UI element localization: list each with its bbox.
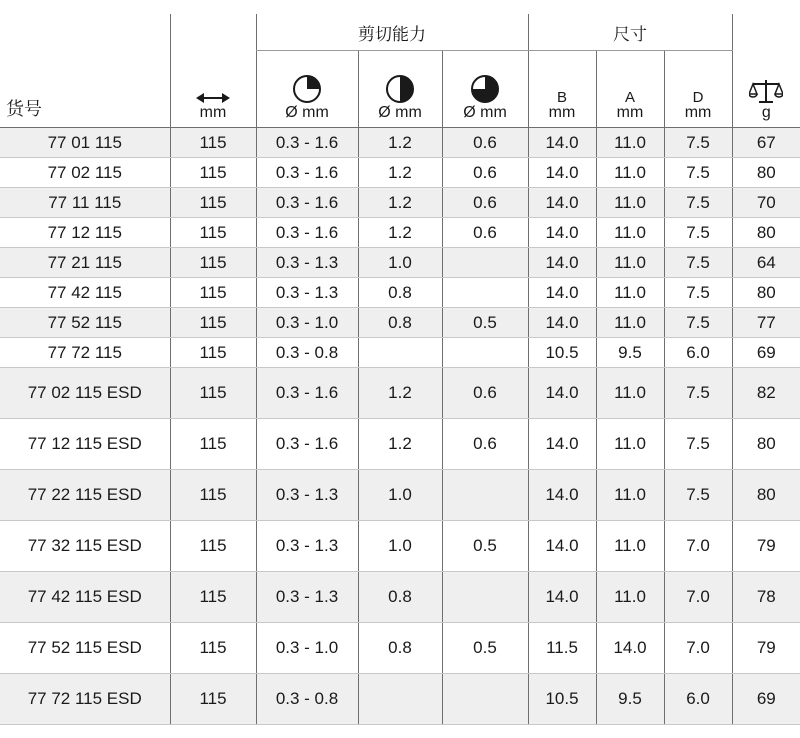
weight-cell: 64 [732,248,800,278]
length-cell: 115 [170,248,256,278]
part-number-cell: 77 72 115 ESD [0,674,170,725]
soft-wire-header [256,51,358,128]
weight-cell: 80 [732,470,800,521]
dim-a-cell: 11.0 [596,278,664,308]
dim-d-cell: 7.5 [664,248,732,278]
length-cell: 115 [170,278,256,308]
part-number-header: 货号 [6,99,42,119]
part-number-cell: 77 42 115 [0,278,170,308]
length-cell: 115 [170,470,256,521]
header-row-columns [0,51,800,128]
part-number-cell: 77 42 115 ESD [0,572,170,623]
length-cell: 115 [170,674,256,725]
dim-d-cell: 7.5 [664,368,732,419]
hard-wire-cell: 0.6 [442,419,528,470]
weight-cell: 67 [732,128,800,158]
soft-wire-cell: 0.3 - 1.0 [256,623,358,674]
dim-d-unit: mm [684,104,712,121]
medium-wire-cell: 1.2 [358,218,442,248]
soft-wire-cell: 0.3 - 1.6 [256,419,358,470]
hard-wire-cell: 0.5 [442,521,528,572]
table-row [0,623,800,674]
hard-wire-cell: 0.6 [442,368,528,419]
weight-header [732,51,800,128]
weight-cell: 77 [732,308,800,338]
length-cell: 115 [170,419,256,470]
cutting-capacity-header: 剪切能力 [256,14,528,51]
dim-a-letter: A [624,89,635,106]
weight-cell: 79 [732,521,800,572]
soft-wire-cell: 0.3 - 1.0 [256,308,358,338]
medium-wire-unit: Ø mm [378,104,422,121]
medium-wire-cell: 1.2 [358,158,442,188]
dim-d-cell: 7.0 [664,623,732,674]
length-cell: 115 [170,128,256,158]
part-number-cell: 77 52 115 ESD [0,623,170,674]
table-body [0,128,800,725]
dim-b-header [528,51,596,128]
medium-wire-cell: 1.0 [358,470,442,521]
weight-cell: 78 [732,572,800,623]
soft-wire-cell: 0.3 - 1.6 [256,158,358,188]
dim-a-cell: 11.0 [596,308,664,338]
dim-b-cell: 14.0 [528,419,596,470]
length-cell: 115 [170,188,256,218]
length-cell: 115 [170,218,256,248]
dim-d-cell: 7.5 [664,128,732,158]
three-quarter-circle-icon [470,74,500,104]
soft-wire-cell: 0.3 - 1.6 [256,128,358,158]
dim-a-cell: 11.0 [596,368,664,419]
hard-wire-cell [442,338,528,368]
hard-wire-cell: 0.6 [442,188,528,218]
dim-b-cell: 10.5 [528,338,596,368]
dim-d-cell: 7.5 [664,218,732,248]
medium-wire-cell [358,674,442,725]
dim-a-cell: 14.0 [596,623,664,674]
dim-a-cell: 11.0 [596,158,664,188]
hard-wire-cell [442,248,528,278]
soft-wire-unit: Ø mm [285,104,329,121]
soft-wire-cell: 0.3 - 1.3 [256,278,358,308]
hard-wire-cell: 0.6 [442,218,528,248]
hard-wire-cell: 0.6 [442,158,528,188]
part-number-cell: 77 11 115 [0,188,170,218]
dim-d-cell: 7.5 [664,470,732,521]
dim-a-unit: mm [616,104,644,121]
dim-a-cell: 11.0 [596,128,664,158]
dim-b-cell: 14.0 [528,278,596,308]
length-cell: 115 [170,338,256,368]
spec-table [0,14,800,725]
quarter-circle-icon [292,74,322,104]
dim-a-header [596,51,664,128]
dim-b-cell: 14.0 [528,218,596,248]
dimensions-header: 尺寸 [528,14,732,51]
dim-d-letter: D [692,89,704,106]
hard-wire-cell: 0.5 [442,623,528,674]
weight-cell: 82 [732,368,800,419]
medium-wire-cell: 1.2 [358,368,442,419]
part-number-cell: 77 52 115 [0,308,170,338]
table-row [0,248,800,278]
table-row [0,572,800,623]
soft-wire-cell: 0.3 - 1.3 [256,572,358,623]
medium-wire-cell: 1.2 [358,128,442,158]
dim-b-cell: 14.0 [528,308,596,338]
length-cell: 115 [170,521,256,572]
hard-wire-cell [442,674,528,725]
soft-wire-cell: 0.3 - 1.3 [256,248,358,278]
dim-a-cell: 11.0 [596,572,664,623]
weight-cell: 80 [732,419,800,470]
dim-d-cell: 6.0 [664,338,732,368]
dim-b-cell: 14.0 [528,521,596,572]
hard-wire-cell [442,278,528,308]
table-row [0,521,800,572]
soft-wire-cell: 0.3 - 1.3 [256,470,358,521]
dim-b-cell: 14.0 [528,188,596,218]
weight-cell: 80 [732,158,800,188]
weight-cell: 79 [732,623,800,674]
weight-cell: 70 [732,188,800,218]
length-cell: 115 [170,368,256,419]
part-number-cell: 77 12 115 [0,218,170,248]
length-cell: 115 [170,308,256,338]
part-number-cell: 77 02 115 ESD [0,368,170,419]
length-cell: 115 [170,623,256,674]
medium-wire-cell: 0.8 [358,278,442,308]
dim-b-cell: 14.0 [528,368,596,419]
dim-a-cell: 9.5 [596,674,664,725]
dim-d-cell: 7.5 [664,158,732,188]
dim-b-cell: 10.5 [528,674,596,725]
double-arrow-icon [196,92,230,104]
header-row-groups [0,14,800,51]
part-number-cell: 77 01 115 [0,128,170,158]
soft-wire-cell: 0.3 - 1.6 [256,188,358,218]
table-row [0,188,800,218]
part-number-cell: 77 02 115 [0,158,170,188]
table-row [0,368,800,419]
dim-b-cell: 14.0 [528,128,596,158]
part-number-cell: 77 22 115 ESD [0,470,170,521]
table-row [0,470,800,521]
part-number-cell: 77 72 115 [0,338,170,368]
dim-d-cell: 7.0 [664,521,732,572]
soft-wire-cell: 0.3 - 1.6 [256,368,358,419]
medium-wire-cell: 1.2 [358,419,442,470]
header-spacer [0,14,170,51]
table-row [0,278,800,308]
hard-wire-cell [442,470,528,521]
dim-a-cell: 11.0 [596,470,664,521]
scale-icon [749,78,783,104]
hard-wire-cell: 0.6 [442,128,528,158]
dim-b-letter: B [556,89,567,106]
dim-b-cell: 14.0 [528,158,596,188]
table-row [0,128,800,158]
hard-wire-unit: Ø mm [463,104,507,121]
table-row [0,338,800,368]
medium-wire-cell: 1.2 [358,188,442,218]
dim-b-cell: 14.0 [528,248,596,278]
dim-d-cell: 7.5 [664,308,732,338]
dim-b-cell: 11.5 [528,623,596,674]
medium-wire-cell: 0.8 [358,572,442,623]
dim-a-cell: 11.0 [596,419,664,470]
medium-wire-header [358,51,442,128]
table-row [0,218,800,248]
medium-wire-cell: 1.0 [358,248,442,278]
header-spacer [732,14,800,51]
part-number-cell: 77 32 115 ESD [0,521,170,572]
table-row [0,158,800,188]
weight-cell: 69 [732,674,800,725]
dim-d-cell: 7.5 [664,278,732,308]
dim-d-header [664,51,732,128]
medium-wire-cell [358,338,442,368]
hard-wire-header [442,51,528,128]
dim-b-cell: 14.0 [528,572,596,623]
dim-b-cell: 14.0 [528,470,596,521]
half-circle-icon [385,74,415,104]
hard-wire-cell [442,572,528,623]
length-unit: mm [199,104,227,121]
weight-cell: 69 [732,338,800,368]
dim-d-cell: 7.5 [664,419,732,470]
dim-a-cell: 11.0 [596,521,664,572]
dim-b-unit: mm [548,104,576,121]
hard-wire-cell: 0.5 [442,308,528,338]
dim-a-cell: 11.0 [596,218,664,248]
dim-a-cell: 9.5 [596,338,664,368]
weight-unit: g [761,104,771,121]
soft-wire-cell: 0.3 - 1.6 [256,218,358,248]
dim-a-cell: 11.0 [596,188,664,218]
medium-wire-cell: 0.8 [358,308,442,338]
part-number-cell: 77 21 115 [0,248,170,278]
table-row [0,419,800,470]
soft-wire-cell: 0.3 - 0.8 [256,338,358,368]
header-spacer [170,14,256,51]
soft-wire-cell: 0.3 - 1.3 [256,521,358,572]
table-row [0,674,800,725]
length-cell: 115 [170,158,256,188]
table-row [0,308,800,338]
weight-cell: 80 [732,218,800,248]
length-header [170,51,256,128]
dim-d-cell: 6.0 [664,674,732,725]
soft-wire-cell: 0.3 - 0.8 [256,674,358,725]
weight-cell: 80 [732,278,800,308]
length-cell: 115 [170,572,256,623]
medium-wire-cell: 1.0 [358,521,442,572]
part-number-cell: 77 12 115 ESD [0,419,170,470]
dim-a-cell: 11.0 [596,248,664,278]
dim-d-cell: 7.5 [664,188,732,218]
dim-d-cell: 7.0 [664,572,732,623]
medium-wire-cell: 0.8 [358,623,442,674]
